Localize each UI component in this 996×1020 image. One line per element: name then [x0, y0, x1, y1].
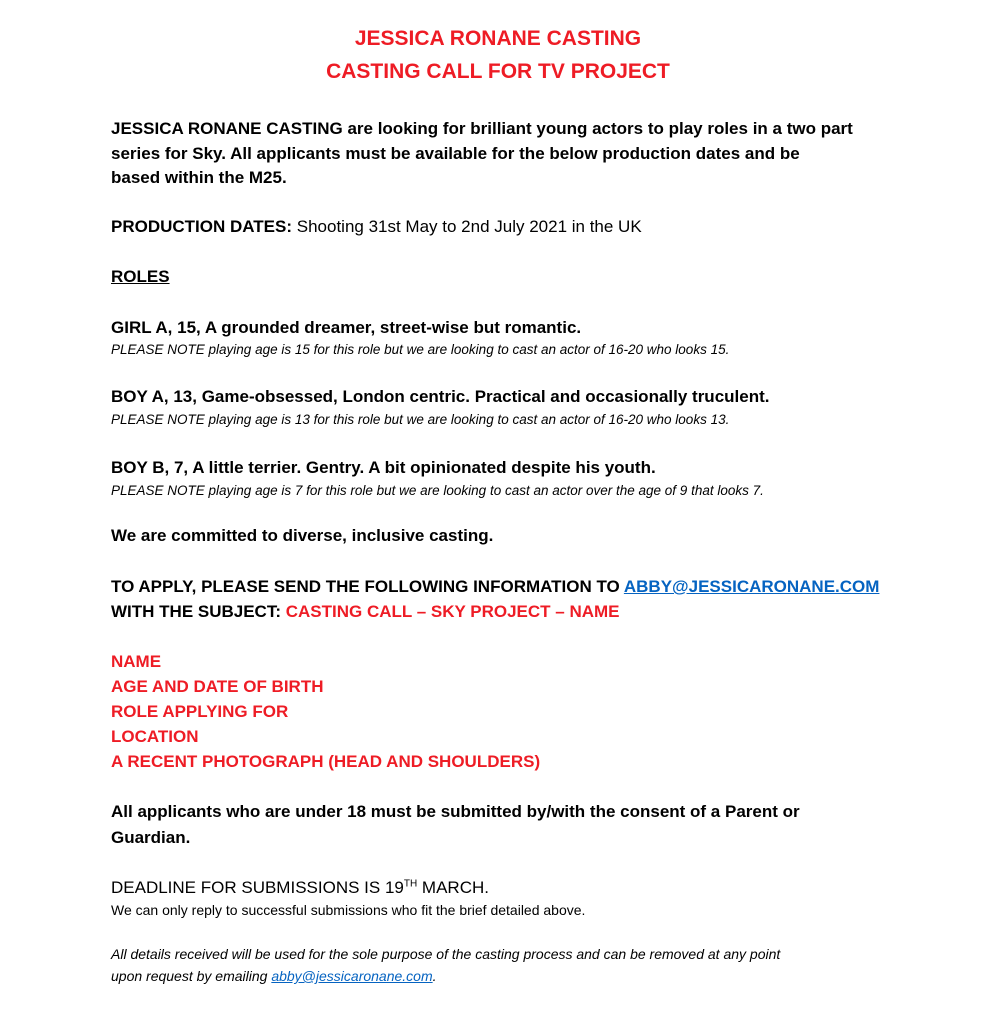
apply-text: TO APPLY, PLEASE SEND THE FOLLOWING INFORMATION TO	[111, 577, 624, 596]
required-info-item: LOCATION	[111, 727, 199, 746]
page-subtitle: CASTING CALL FOR TV PROJECT	[326, 60, 670, 83]
privacy-line-1: All details received will be used for the sole purpose of the casting process and can be removed at any point	[111, 946, 781, 962]
role-note: PLEASE NOTE playing age is 15 for this role but we are looking to cast an actor of 16-20 who looks 15.	[111, 342, 730, 357]
required-info-item: ROLE APPLYING FOR	[111, 702, 289, 721]
required-info-item: AGE AND DATE OF BIRTH	[111, 677, 324, 696]
subject-label: WITH THE SUBJECT:	[111, 602, 286, 621]
role-title: GIRL A, 15, A grounded dreamer, street-wise but romantic.	[111, 318, 582, 337]
intro-line-1: JESSICA RONANE CASTING are looking for brilliant young actors to play roles in a two part	[111, 119, 853, 138]
deadline-suffix: MARCH.	[417, 878, 489, 897]
apply-email-link[interactable]: ABBY@JESSICARONANE.COM	[623, 577, 880, 596]
diversity-statement: We are committed to diverse, inclusive casting.	[111, 526, 494, 545]
production-dates	[111, 217, 642, 237]
consent-line-2: Guardian.	[111, 828, 191, 847]
consent-line-1: All applicants who are under 18 must be submitted by/with the consent of a Parent or	[111, 802, 800, 821]
deadline	[111, 878, 489, 898]
role-title: BOY B, 7, A little terrier. Gentry. A bit opinionated despite his youth.	[111, 458, 656, 477]
role-note: PLEASE NOTE playing age is 13 for this role but we are looking to cast an actor of 16-20 who looks 13.	[111, 412, 730, 427]
required-info-item: A RECENT PHOTOGRAPH (HEAD AND SHOULDERS)	[111, 752, 541, 771]
privacy-email-link[interactable]: abby@jessicaronane.com	[271, 968, 433, 984]
privacy-text: upon request by emailing	[111, 968, 272, 984]
intro-line-3: based within the M25.	[111, 168, 287, 187]
privacy-period: .	[432, 968, 437, 984]
role-note: PLEASE NOTE playing age is 7 for this role but we are looking to cast an actor over the age of 9 that looks 7.	[111, 483, 764, 498]
role-title: BOY A, 13, Game-obsessed, London centric. Practical and occasionally truculent.	[111, 387, 770, 406]
page-title: JESSICA RONANE CASTING	[354, 27, 642, 50]
deadline-superscript: TH	[403, 878, 418, 890]
production-dates-label: PRODUCTION DATES:	[111, 217, 293, 236]
intro-line-2: series for Sky. All applicants must be available for the below production dates and be	[111, 144, 800, 163]
production-dates-value: Shooting 31st May to 2nd July 2021 in the UK	[292, 217, 642, 236]
required-info-item: NAME	[111, 652, 162, 671]
subject-value: CASTING CALL – SKY PROJECT – NAME	[285, 602, 620, 621]
apply-subject	[111, 602, 620, 622]
apply-instructions	[111, 577, 879, 597]
roles-heading: ROLES	[111, 267, 170, 286]
deadline-note: We can only reply to successful submissions who fit the brief detailed above.	[111, 902, 586, 918]
deadline-prefix: DEADLINE FOR SUBMISSIONS IS 19	[111, 878, 404, 897]
privacy-line-2	[111, 968, 437, 984]
